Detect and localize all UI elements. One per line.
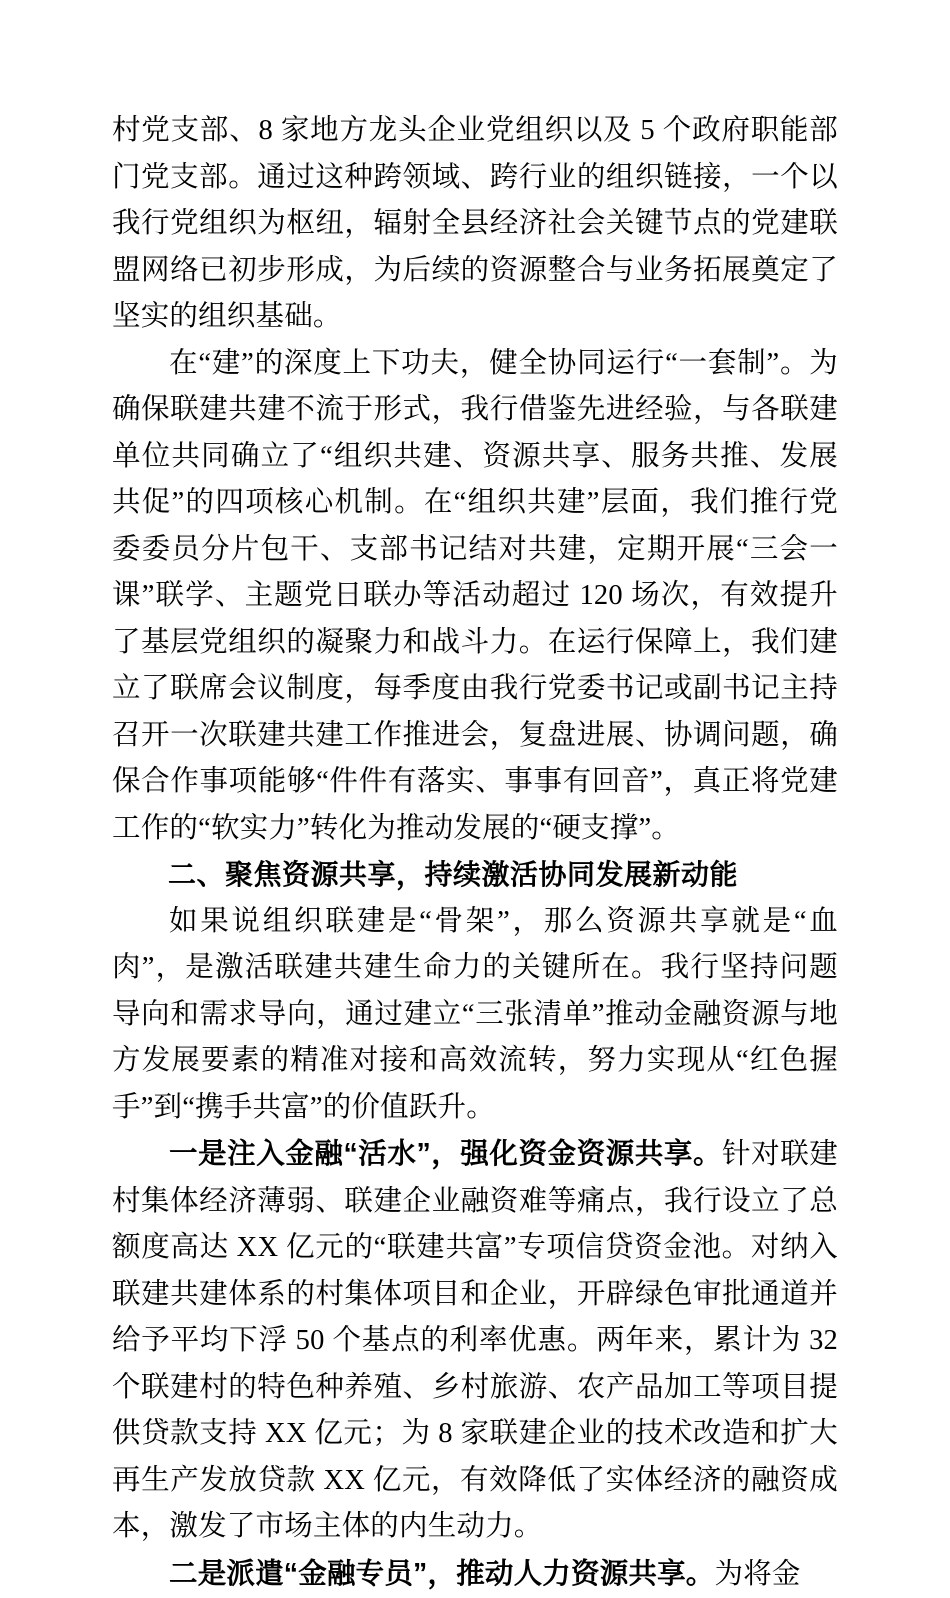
point-one-lead: 一是注入金融“活水”，强化资金资源共享。 [169,1138,722,1170]
point-two-lead: 二是派遣“金融专员”，推动人力资源共享。 [169,1558,715,1590]
paragraph-point-two [112,1551,838,1598]
paragraph-continued: 村党支部、8 家地方龙头企业党组织以及 5 个政府职能部门党支部。通过这种跨领域、跨行业的组织链接，一个以我行党组织为枢纽，辐射全县经济社会关键节点的党建联盟网络已初步形成，为后续的资源整合与业务拓展奠定了坚实的组织基础。 [112,108,838,341]
point-two-text: 为将金 [715,1559,801,1590]
paragraph-resource-sharing-intro: 如果说组织联建是“骨架”，那么资源共享就是“血肉”，是激活联建共建生命力的关键所在。我行坚持问题导向和需求导向，通过建立“三张清单”推动金融资源与地方发展要素的精准对接和高效流转，努力实现从“红色握手”到“携手共富”的价值跃升。 [112,899,838,1132]
section-heading-2: 二、聚焦资源共享，持续激活协同发展新动能 [112,852,838,899]
point-one-text: 针对联建村集体经济薄弱、联建企业融资难等痛点，我行设立了总额度高达 XX 亿元的“联建共富”专项信贷资金池。对纳入联建共建体系的村集体项目和企业，开辟绿色审批通道并给予平均下浮 50 个基点的利率优惠。两年来，累计为 32 个联建村的特色种养殖、乡村旅游、农产品加工等项目提供贷款支持 XX 亿元；为 8 家联建企业的技术改造和扩大再生产发放贷款 XX 亿元，有效降低了实体经济的融资成本，激发了市场主体的内生动力。 [112,1139,838,1542]
document-body [112,108,838,1598]
paragraph-jian-depth: 在“建”的深度上下功夫，健全协同运行“一套制”。为确保联建共建不流于形式，我行借鉴先进经验，与各联建单位共同确立了“组织共建、资源共享、服务共推、发展共促”的四项核心机制。在“组织共建”层面，我们推行党委委员分片包干、支部书记结对共建，定期开展“三会一课”联学、主题党日联办等活动超过 120 场次，有效提升了基层党组织的凝聚力和战斗力。在运行保障上，我们建立了联席会议制度，每季度由我行党委书记或副书记主持召开一次联建共建工作推进会，复盘进展、协调问题，确保合作事项能够“件件有落实、事事有回音”，真正将党建工作的“软实力”转化为推动发展的“硬支撑”。 [112,341,838,853]
paragraph-point-one [112,1131,838,1551]
